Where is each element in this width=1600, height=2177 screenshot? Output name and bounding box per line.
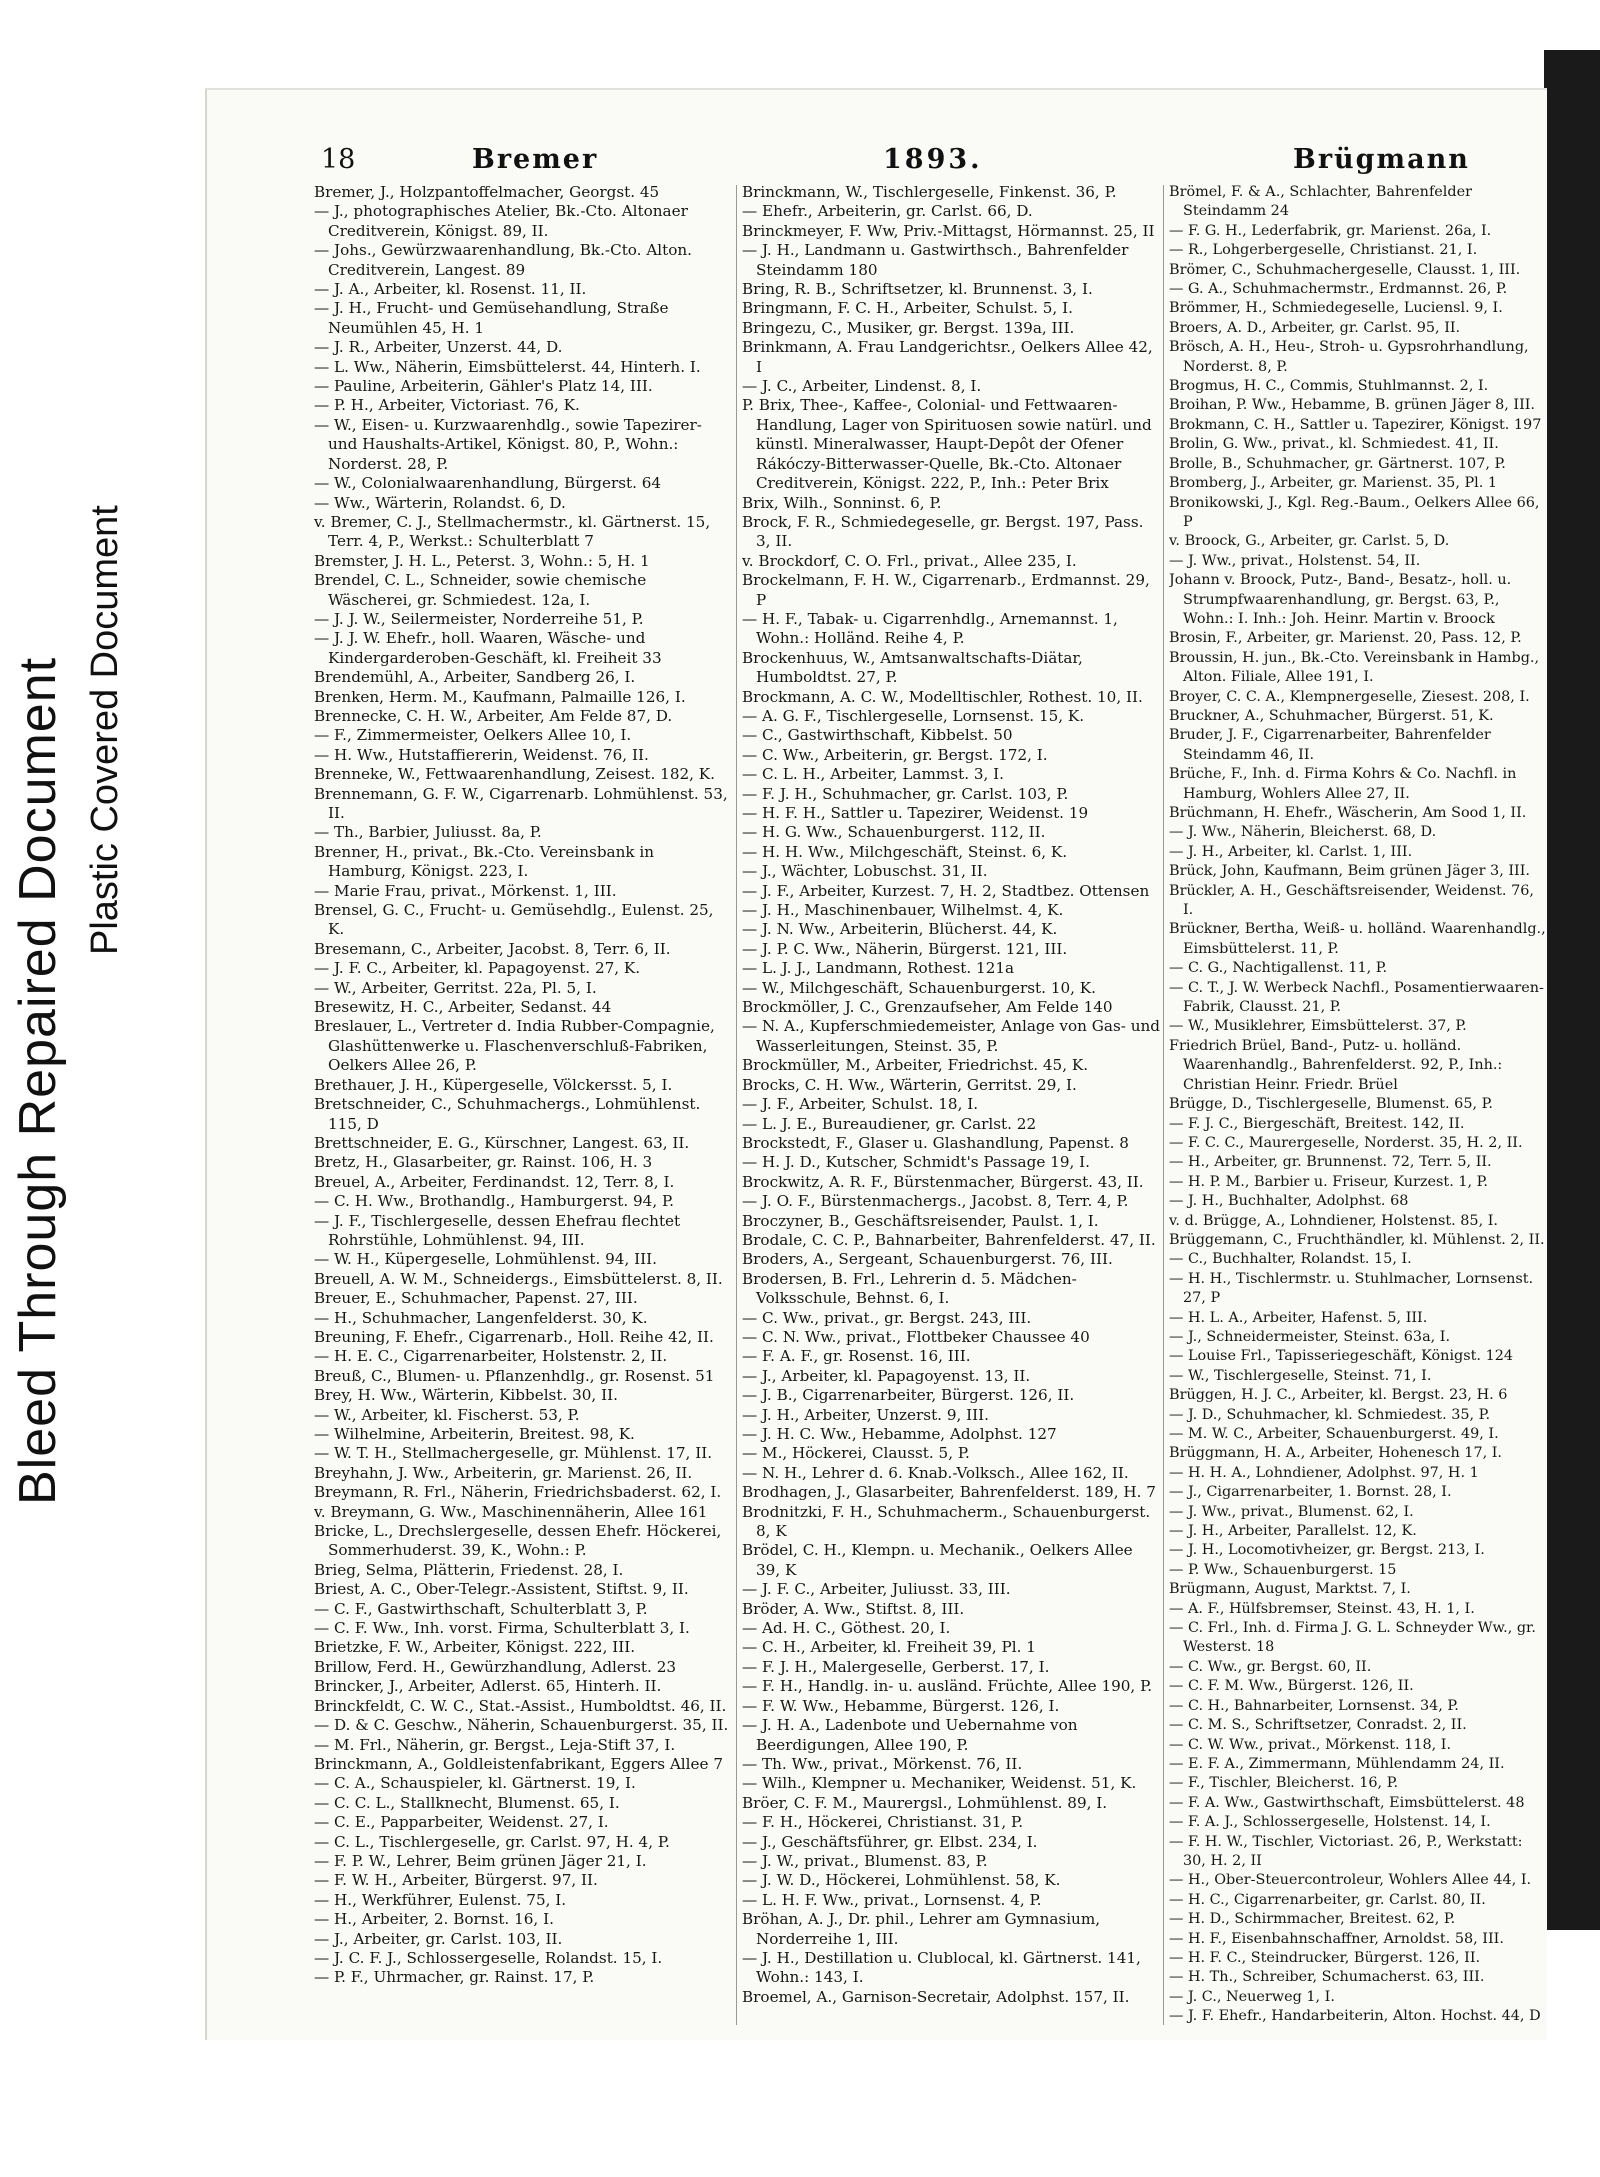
directory-entry: Brüggen, H. J. C., Arbeiter, kl. Bergst. 23, H. 6 bbox=[1169, 1387, 1508, 1404]
directory-entry: — H. J. D., Kutscher, Schmidt's Passage 19, I. bbox=[742, 1153, 1090, 1172]
directory-entry: — F. H., Höckerei, Christianst. 31, P. bbox=[742, 1813, 1024, 1832]
directory-entry: — J. F., Arbeiter, Kurzest. 7, H. 2, Stadtbez. Ottensen bbox=[742, 881, 1150, 900]
directory-entry: — J., photographisches Atelier, Bk.-Cto. Altonaer Creditverein, Königst. 89, II. bbox=[314, 202, 688, 240]
directory-entry: — C. F., Gastwirthschaft, Schulterblatt 3, P. bbox=[314, 1599, 648, 1618]
directory-entry: — H. H. A., Lohndiener, Adolphst. 97, H. 1 bbox=[1169, 1464, 1479, 1481]
document-condition-label: Bleed Through Repaired Document bbox=[9, 656, 67, 1505]
directory-entry: — J. Ww., Näherin, Bleicherst. 68, D. bbox=[1169, 824, 1437, 841]
directory-entry: — C. M. S., Schriftsetzer, Conradst. 2, II. bbox=[1169, 1717, 1467, 1734]
directory-entry: Brömel, F. & A., Schlachter, Bahrenfelder Steindamm 24 bbox=[1169, 184, 1473, 220]
directory-entry: — C. Ww., gr. Bergst. 60, II. bbox=[1169, 1658, 1372, 1675]
directory-entry: — H., Ober-Steuercontroleur, Wohlers Allee 44, I. bbox=[1169, 1872, 1532, 1889]
directory-entry: Brügge, D., Tischlergeselle, Blumenst. 65, P. bbox=[1169, 1096, 1493, 1113]
directory-entry: — C. Ww., privat., gr. Bergst. 243, III. bbox=[742, 1308, 1032, 1327]
directory-entry: Brüggmann, H. A., Arbeiter, Hohenesch 17, I. bbox=[1169, 1445, 1503, 1462]
directory-entry: Brüchmann, H. Ehefr., Wäscherin, Am Sood 1, II. bbox=[1169, 805, 1527, 821]
directory-entry: Brodersen, B. Frl., Lehrerin d. 5. Mädchen-Volksschule, Behnst. 6, I. bbox=[742, 1269, 1077, 1308]
directory-entry: Brendemühl, A., Arbeiter, Sandberg 26, I. bbox=[314, 668, 636, 687]
directory-entry: Broyer, C. C. A., Klempnergeselle, Ziesest. 208, I. bbox=[1169, 688, 1530, 705]
directory-entry: Brenner, H., privat., Bk.-Cto. Vereinsbank in Hamburg, Königst. 223, I. bbox=[314, 842, 655, 881]
directory-entry: Brolin, G. Ww., privat., kl. Schmiedest. 41, II. bbox=[1169, 436, 1499, 453]
directory-entry: — H., Arbeiter, gr. Brunnenst. 72, Terr. 5, II. bbox=[1169, 1154, 1492, 1171]
directory-entry: Brömer, C., Schuhmachergeselle, Clausst. 1, III. bbox=[1169, 261, 1521, 278]
directory-entry: Breuell, A. W. M., Schneidergs., Eimsbüttelerst. 8, II. bbox=[314, 1269, 723, 1288]
directory-entry: — D. & C. Geschw., Näherin, Schauenburgerst. 35, II. bbox=[314, 1716, 729, 1735]
directory-entry: Brügmann, August, Marktst. 7, I. bbox=[1169, 1581, 1411, 1598]
directory-entry: Broemel, A., Garnison-Secretair, Adolphst. 157, II. bbox=[742, 1987, 1130, 2006]
directory-entry: Breuer, E., Schuhmacher, Papenst. 27, III. bbox=[314, 1289, 638, 1308]
directory-entry: — P. H., Arbeiter, Victoriast. 76, K. bbox=[314, 396, 580, 415]
directory-entry: Briest, A. C., Ober-Telegr.-Assistent, Stiftst. 9, II. bbox=[314, 1580, 689, 1599]
directory-entry: — F. W. Ww., Hebamme, Bürgerst. 126, I. bbox=[742, 1696, 1060, 1715]
directory-entry: Bröhan, A. J., Dr. phil., Lehrer am Gymnasium, Norderreihe 1, III. bbox=[742, 1910, 1101, 1948]
directory-entry: — C. L. H., Arbeiter, Lammst. 3, I. bbox=[742, 765, 1004, 784]
directory-entry: Broussin, H. jun., Bk.-Cto. Vereinsbank in Hambg., Alton. Filiale, Allee 191, I. bbox=[1169, 649, 1540, 686]
directory-entry: — G. A., Schuhmachermstr., Erdmannst. 26, P. bbox=[1169, 281, 1508, 298]
directory-entry: — J. W. D., Höckerei, Lohmühlenst. 58, K. bbox=[742, 1871, 1061, 1890]
directory-entry: Brodhagen, J., Glasarbeiter, Bahrenfelderst. 189, H. 7 bbox=[742, 1483, 1156, 1502]
directory-entry: Bremer, J., Holzpantoffelmacher, Georgst. 45 bbox=[314, 183, 660, 201]
directory-entry: Brodale, C. C. P., Bahnarbeiter, Bahrenfelderst. 47, II. bbox=[742, 1230, 1156, 1249]
directory-entry: — F. J. C., Biergeschäft, Breitest. 142, II. bbox=[1169, 1115, 1465, 1132]
directory-entry: — J. F., Tischlergeselle, dessen Ehefrau flechtet Rohrstühle, Lohmühlenst. 94, III. bbox=[314, 1211, 681, 1249]
directory-entry: — M. W. C., Arbeiter, Schauenburgerst. 49, I. bbox=[1169, 1426, 1499, 1442]
directory-entry: Bromberg, J., Arbeiter, gr. Marienst. 35, Pl. 1 bbox=[1169, 475, 1498, 492]
directory-entry: — J. H., Destillation u. Clublocal, kl. Gärtnerst. 141, Wohn.: 143, I. bbox=[742, 1948, 1141, 1987]
directory-entry: Brinkmann, A. Frau Landgerichtsr., Oelkers Allee 42, I bbox=[742, 338, 1153, 376]
directory-entry: — W., Musiklehrer, Eimsbüttelerst. 37, P. bbox=[1169, 1018, 1467, 1035]
directory-entry: Breuß, C., Blumen- u. Pflanzenhdlg., gr. Rosenst. 51 bbox=[314, 1366, 715, 1385]
directory-entry: — Johs., Gewürzwaarenhandlung, Bk.-Cto. Alton. Creditverein, Langest. 89 bbox=[314, 241, 693, 279]
directory-entry: — C. W. Ww., privat., Mörkenst. 118, I. bbox=[1169, 1736, 1452, 1753]
directory-entry: — F. H., Handlg. in- u. ausländ. Früchte, Allee 190, P. bbox=[742, 1677, 1153, 1696]
directory-entry: — F. P. W., Lehrer, Beim grünen Jäger 21, I. bbox=[314, 1851, 647, 1870]
directory-entry: — H. E. C., Cigarrenarbeiter, Holstenstr. 2, II. bbox=[314, 1347, 668, 1366]
directory-entry: — J. H., Maschinenbauer, Wilhelmst. 4, K. bbox=[742, 901, 1064, 920]
directory-entry: — P. Ww., Schauenburgerst. 15 bbox=[1169, 1561, 1397, 1578]
directory-entry: — C. N. Ww., privat., Flottbeker Chaussee 40 bbox=[742, 1327, 1090, 1346]
directory-entry: — A. G. F., Tischlergeselle, Lornsenst. 15, K. bbox=[742, 706, 1085, 725]
directory-entry: Brogmus, H. C., Commis, Stuhlmannst. 2, I. bbox=[1169, 378, 1489, 395]
directory-entry: — F. G. H., Lederfabrik, gr. Marienst. 26a, I. bbox=[1169, 222, 1492, 239]
directory-entry: — J., Cigarrenarbeiter, 1. Bornst. 28, I. bbox=[1169, 1484, 1452, 1501]
directory-entry: — J. F. C., Arbeiter, kl. Papagoyenst. 27, K. bbox=[314, 959, 641, 978]
directory-entry: v. Brockdorf, C. O. Frl., privat., Allee 235, I. bbox=[742, 551, 1077, 570]
directory-entry: Brethauer, J. H., Küpergeselle, Völckersst. 5, I. bbox=[314, 1075, 673, 1094]
directory-entry: Brockenhuus, W., Amtsanwaltschafts-Diätar, Humboldtst. 27, P. bbox=[742, 648, 1083, 687]
directory-entry: — F., Tischler, Bleicherst. 16, P. bbox=[1169, 1775, 1399, 1792]
entry-column-1 bbox=[314, 183, 732, 2033]
directory-entry: — H. L. A., Arbeiter, Hafenst. 5, III. bbox=[1169, 1309, 1428, 1326]
directory-entry: — Wilh., Klempner u. Mechaniker, Weidenst. 51, K. bbox=[742, 1774, 1137, 1793]
directory-entry: Brokmann, C. H., Sattler u. Tapezirer, Königst. 197 bbox=[1169, 416, 1542, 433]
directory-entry: — H. D., Schirmmacher, Breitest. 62, P. bbox=[1169, 1911, 1456, 1928]
directory-page bbox=[205, 88, 1547, 2040]
directory-entry: — F. J. H., Malergeselle, Gerberst. 17, I. bbox=[742, 1657, 1050, 1676]
document-cover-label: Plastic Covered Document bbox=[84, 505, 126, 955]
directory-entry: P. Brix, Thee-, Kaffee-, Colonial- und Fettwaaren-Handlung, Lager von Spirituosen sowie natürl. und künstl. Mineralwasser, Haupt-Depôt der Ofener Rákóczy-Bitterwasser-Quelle, Bk.-Cto. Altonaer Creditverein, Königst. 222, P., Inh.: Peter Brix bbox=[742, 396, 1152, 493]
directory-entry: Brückner, Bertha, Weiß- u. holländ. Waarenhandlg., Eimsbüttelerst. 11, P. bbox=[1169, 921, 1546, 957]
directory-entry: — J. C., Neuerweg 1, I. bbox=[1169, 1988, 1335, 2005]
directory-entry: Brüggemann, C., Fruchthändler, kl. Mühlenst. 2, II. bbox=[1169, 1231, 1545, 1248]
directory-entry: Brockwitz, A. R. F., Bürstenmacher, Bürgerst. 43, II. bbox=[742, 1172, 1144, 1191]
scan-dark-edge bbox=[1544, 50, 1600, 1930]
directory-entry: — H., Schuhmacher, Langenfelderst. 30, K. bbox=[314, 1308, 648, 1327]
directory-entry: Brockmüller, M., Arbeiter, Friedrichst. 45, K. bbox=[742, 1056, 1089, 1075]
directory-entry: — W., Milchgeschäft, Schauenburgerst. 10, K. bbox=[742, 978, 1096, 997]
directory-entry: Friedrich Brüel, Band-, Putz- u. holländ. Waarenhandlg., Bahrenfelderst. 92, P., Inh.: Christian Heinr. Friedr. Brüel bbox=[1169, 1037, 1503, 1093]
directory-entry: — C. H. Ww., Brothandlg., Hamburgerst. 94, P. bbox=[314, 1192, 674, 1211]
directory-entry: — C., Buchhalter, Rolandst. 15, I. bbox=[1169, 1251, 1412, 1268]
directory-entry: Bremster, J. H. L., Peterst. 3, Wohn.: 5, H. 1 bbox=[314, 551, 650, 570]
directory-entry: — C., Gastwirthschaft, Kibbelst. 50 bbox=[742, 726, 1013, 745]
directory-entry: — J. F., Arbeiter, Schulst. 18, I. bbox=[742, 1095, 979, 1114]
directory-entry: Johann v. Broock, Putz-, Band-, Besatz-, holl. u. Strumpfwaarenhandlung, gr. Bergst. 63, P., Wohn.: I. Inh.: Joh. Heinr. Martin v. Broock bbox=[1169, 572, 1512, 627]
directory-entry: Brensel, G. C., Frucht- u. Gemüsehdlg., Eulenst. 25, K. bbox=[314, 901, 714, 939]
directory-entry: Broczyner, B., Geschäftsreisender, Paulst. 1, I. bbox=[742, 1211, 1099, 1230]
directory-entry: Brinckmeyer, F. Ww, Priv.-Mittagst, Hörmannst. 25, II bbox=[742, 221, 1155, 240]
directory-entry: Brolle, B., Schuhmacher, gr. Gärtnerst. 107, P. bbox=[1169, 455, 1506, 472]
directory-entry: — A. F., Hülfsbremser, Steinst. 43, H. 1, I. bbox=[1169, 1600, 1475, 1617]
directory-entry: Brinckmann, A., Goldleistenfabrikant, Eggers Allee 7 bbox=[314, 1754, 723, 1773]
left-running-headword: Bremer bbox=[472, 144, 599, 175]
annotation-sidebar bbox=[0, 0, 150, 2177]
directory-entry: — J. H., Locomotivheizer, gr. Bergst. 213, I. bbox=[1169, 1542, 1485, 1559]
directory-entry: Brösch, A. H., Heu-, Stroh- u. Gypsrohrhandlung, Norderst. 8, P. bbox=[1169, 339, 1529, 375]
directory-entry: — Th., Barbier, Juliusst. 8a, P. bbox=[314, 823, 542, 842]
directory-entry: — W., Colonialwaarenhandlung, Bürgerst. 64 bbox=[314, 474, 662, 493]
directory-entry: Brockmöller, J. C., Grenzaufseher, Am Felde 140 bbox=[742, 998, 1113, 1017]
directory-entry: — C. F. Ww., Inh. vorst. Firma, Schulterblatt 3, I. bbox=[314, 1619, 690, 1638]
directory-entry: — W. H., Küpergeselle, Lohmühlenst. 94, III. bbox=[314, 1250, 657, 1269]
page-header bbox=[207, 90, 1547, 190]
directory-entry: — H. C., Cigarrenarbeiter, gr. Carlst. 80, II. bbox=[1169, 1891, 1486, 1908]
directory-entry: Breslauer, L., Vertreter d. India Rubber-Compagnie, Glashüttenwerke u. Flaschenverschluß-Fabriken, Oelkers Allee 26, P. bbox=[314, 1017, 715, 1075]
directory-entry: — F. A. Ww., Gastwirthschaft, Eimsbüttelerst. 48 bbox=[1169, 1794, 1525, 1811]
directory-entry: — H. Ww., Hutstaffiererin, Weidenst. 76, II. bbox=[314, 745, 649, 764]
directory-entry: — H. Th., Schreiber, Schumacherst. 63, III. bbox=[1169, 1969, 1485, 1986]
directory-entry: — W., Arbeiter, kl. Fischerst. 53, P. bbox=[314, 1405, 580, 1424]
directory-entry: Broers, A. D., Arbeiter, gr. Carlst. 95, II. bbox=[1169, 319, 1461, 336]
directory-entry: Brix, Wilh., Sonninst. 6, P. bbox=[742, 493, 942, 512]
directory-entry: Brietzke, F. W., Arbeiter, Königst. 222, III. bbox=[314, 1638, 636, 1657]
directory-entry: Bricke, L., Drechslergeselle, dessen Ehefr. Höckerei, Sommerhuderst. 39, K., Wohn.: P. bbox=[314, 1522, 722, 1560]
directory-entry: — J. J. W., Seilermeister, Norderreihe 51, P. bbox=[314, 609, 644, 628]
directory-entry: Brennecke, C. H. W., Arbeiter, Am Felde 87, D. bbox=[314, 706, 673, 725]
directory-entry: Bröer, C. F. M., Maurergsl., Lohmühlenst. 89, I. bbox=[742, 1793, 1108, 1812]
directory-entry: — J. C., Arbeiter, Lindenst. 8, I. bbox=[742, 377, 982, 396]
directory-entry: Bretz, H., Glasarbeiter, gr. Rainst. 106, H. 3 bbox=[314, 1153, 653, 1172]
directory-entry: — H. F. H., Sattler u. Tapezirer, Weidenst. 19 bbox=[742, 804, 1089, 822]
directory-entry: Brock, F. R., Schmiedegeselle, gr. Bergst. 197, Pass. 3, II. bbox=[742, 512, 1144, 551]
directory-entry: — Ad. H. C., Göthest. 20, I. bbox=[742, 1619, 951, 1638]
directory-entry: Bruckner, A., Schuhmacher, Bürgerst. 51, K. bbox=[1169, 707, 1494, 724]
right-running-headword: Brügmann bbox=[1293, 144, 1470, 175]
directory-entry: — J. D., Schuhmacher, kl. Schmiedest. 35, P. bbox=[1169, 1406, 1491, 1423]
directory-entry: — J. H. A., Ladenbote und Uebernahme von Beerdigungen, Allee 190, P. bbox=[742, 1716, 1078, 1754]
directory-entry: Brinckfeldt, C. W. C., Stat.-Assist., Humboldtst. 46, II. bbox=[314, 1696, 727, 1715]
directory-entry: Bringezu, C., Musiker, gr. Bergst. 139a, III. bbox=[742, 318, 1075, 337]
directory-entry: — C. T., J. W. Werbeck Nachfl., Posamentierwaaren-Fabrik, Clausst. 21, P. bbox=[1169, 979, 1544, 1016]
directory-entry: — J. H., Arbeiter, Unzerst. 9, III. bbox=[742, 1405, 989, 1424]
directory-entry: — P. F., Uhrmacher, gr. Rainst. 17, P. bbox=[314, 1968, 595, 1987]
directory-entry: — C. C. L., Stallknecht, Blumenst. 65, I. bbox=[314, 1793, 620, 1812]
directory-entry: Brey, H. Ww., Wärterin, Kibbelst. 30, II. bbox=[314, 1386, 618, 1405]
directory-entry: Brettschneider, E. G., Kürschner, Langest. 63, II. bbox=[314, 1133, 690, 1152]
directory-entry: — M. Frl., Näherin, gr. Bergst., Leja-Stift 37, I. bbox=[314, 1735, 676, 1754]
directory-entry: Bretschneider, C., Schuhmachergs., Lohmühlenst. 115, D bbox=[314, 1095, 701, 1133]
directory-entry: — J., Geschäftsführer, gr. Elbst. 234, I. bbox=[742, 1832, 1038, 1851]
directory-entry: — F. A. J., Schlossergeselle, Holstenst. 14, I. bbox=[1169, 1814, 1491, 1831]
directory-entry: — N. A., Kupferschmiedemeister, Anlage von Gas- und Wasserleitungen, Steinst. 35, P. bbox=[742, 1017, 1160, 1055]
directory-entry: — J. R., Arbeiter, Unzerst. 44, D. bbox=[314, 338, 563, 357]
directory-entry: Bronikowski, J., Kgl. Reg.-Baum., Oelkers Allee 66, P bbox=[1169, 494, 1540, 530]
directory-entry: — J. N. Ww., Arbeiterin, Blücherst. 44, K. bbox=[742, 920, 1058, 939]
directory-entry: — F., Zimmermeister, Oelkers Allee 10, I. bbox=[314, 726, 632, 745]
directory-entry: — C. G., Nachtigallenst. 11, P. bbox=[1169, 960, 1388, 977]
directory-entry: Bresewitz, H. C., Arbeiter, Sedanst. 44 bbox=[314, 998, 612, 1017]
directory-entry: Brenken, Herm. M., Kaufmann, Palmaille 126, I. bbox=[314, 687, 686, 706]
directory-entry: Broihan, P. Ww., Hebamme, B. grünen Jäger 8, III. bbox=[1169, 397, 1536, 414]
directory-entry: — Wilhelmine, Arbeiterin, Breitest. 98, K. bbox=[314, 1425, 635, 1443]
directory-entry: — Ww., Wärterin, Rolandst. 6, D. bbox=[314, 493, 566, 512]
directory-entry: Breyhahn, J. Ww., Arbeiterin, gr. Marienst. 26, II. bbox=[314, 1463, 693, 1482]
directory-entry: — J., Wächter, Lobuschst. 31, II. bbox=[742, 862, 988, 881]
directory-entry: — W., Tischlergeselle, Steinst. 71, I. bbox=[1169, 1367, 1432, 1384]
directory-entry: — J. J. W. Ehefr., holl. Waaren, Wäsche- und Kindergarderoben-Geschäft, kl. Freiheit 33 bbox=[314, 629, 662, 667]
directory-entry: — J. H., Landmann u. Gastwirthsch., Bahrenfelder Steindamm 180 bbox=[742, 241, 1129, 279]
directory-entry: Breuning, F. Ehefr., Cigarrenarb., Holl. Reihe 42, II. bbox=[314, 1327, 714, 1346]
directory-entry: — J. Ww., privat., Blumenst. 62, I. bbox=[1169, 1503, 1414, 1520]
directory-entry: — C. Frl., Inh. d. Firma J. G. L. Schneyder Ww., gr. Westerst. 18 bbox=[1169, 1620, 1536, 1656]
directory-entry: Brennemann, G. F. W., Cigarrenarb. Lohmühlenst. 53, II. bbox=[314, 784, 728, 822]
directory-entry: — H., Arbeiter, 2. Bornst. 16, I. bbox=[314, 1910, 554, 1929]
directory-entry: — H. G. Ww., Schauenburgerst. 112, II. bbox=[742, 823, 1046, 842]
column-rule bbox=[736, 185, 737, 2025]
directory-entry: — J. B., Cigarrenarbeiter, Bürgerst. 126, II. bbox=[742, 1386, 1075, 1405]
directory-entry: — Th. Ww., privat., Mörkenst. 76, II. bbox=[742, 1754, 1023, 1773]
directory-entry: — J. H., Arbeiter, kl. Carlst. 1, III. bbox=[1169, 843, 1413, 860]
directory-entry: — F. A. F., gr. Rosenst. 16, III. bbox=[742, 1347, 971, 1366]
directory-entry: — H. P. M., Barbier u. Friseur, Kurzest. 1, P. bbox=[1169, 1173, 1488, 1190]
directory-entry: — L. J. J., Landmann, Rothest. 121a bbox=[742, 959, 1015, 978]
directory-entry: — W., Eisen- u. Kurzwaarenhdlg., sowie Tapezirer- und Haushalts-Artikel, Königst. 80, P., Wohn.: Norderst. 28, P. bbox=[314, 415, 702, 473]
directory-entry: — L. H. F. Ww., privat., Lornsenst. 4, P. bbox=[742, 1890, 1042, 1909]
directory-entry: — H. F., Eisenbahnschaffner, Arnoldst. 58, III. bbox=[1169, 1930, 1504, 1947]
directory-entry: — J., Arbeiter, kl. Papagoyenst. 13, II. bbox=[742, 1366, 1031, 1385]
directory-entry: Brockmann, A. C. W., Modelltischler, Rothest. 10, II. bbox=[742, 687, 1143, 706]
directory-entry: — J. F. C., Arbeiter, Juliusst. 33, III. bbox=[742, 1580, 1011, 1599]
directory-entry: Brillow, Ferd. H., Gewürzhandlung, Adlerst. 23 bbox=[314, 1657, 677, 1676]
entry-column-2 bbox=[742, 183, 1160, 2033]
directory-entry: — H. F., Tabak- u. Cigarrenhdlg., Arnemannst. 1, Wohn.: Holländ. Reihe 4, P. bbox=[742, 609, 1118, 648]
directory-entry: — W. T. H., Stellmachergeselle, gr. Mühlenst. 17, II. bbox=[314, 1444, 713, 1463]
directory-entry: Brockelmann, F. H. W., Cigarrenarb., Erdmannst. 29, P bbox=[742, 571, 1150, 609]
directory-entry: — J., Schneidermeister, Steinst. 63a, I. bbox=[1169, 1328, 1451, 1345]
directory-entry: — H., Werkführer, Eulenst. 75, I. bbox=[314, 1890, 567, 1909]
directory-entry: — F. J. H., Schuhmacher, gr. Carlst. 103, P. bbox=[742, 784, 1069, 803]
directory-entry: Brocks, C. H. Ww., Wärterin, Gerritst. 29, I. bbox=[742, 1075, 1077, 1094]
directory-entry: — H. H., Tischlermstr. u. Stuhlmacher, Lornsenst. 27, P bbox=[1169, 1270, 1534, 1307]
directory-entry: — F. C. C., Maurergeselle, Norderst. 35, H. 2, II. bbox=[1169, 1134, 1523, 1151]
directory-entry: — J. Ww., privat., Holstenst. 54, II. bbox=[1169, 552, 1421, 569]
directory-entry: Brosin, F., Arbeiter, gr. Marienst. 20, Pass. 12, P. bbox=[1169, 630, 1522, 647]
directory-entry: v. Broock, G., Arbeiter, gr. Carlst. 5, D. bbox=[1169, 533, 1450, 550]
directory-entry: — N. H., Lehrer d. 6. Knab.-Volksch., Allee 162, II. bbox=[742, 1463, 1129, 1482]
directory-entry: Bruder, J. F., Cigarrenarbeiter, Bahrenfelder Steindamm 46, II. bbox=[1169, 727, 1491, 763]
directory-entry: — F. H. W., Tischler, Victoriast. 26, P., Werkstatt: 30, H. 2, II bbox=[1169, 1833, 1523, 1869]
directory-entry: — R., Lohgerbergeselle, Christianst. 21, I. bbox=[1169, 242, 1478, 259]
directory-entry: — C. F. M. Ww., Bürgerst. 126, II. bbox=[1169, 1678, 1414, 1695]
directory-entry: — J. O. F., Bürstenmachergs., Jacobst. 8, Terr. 4, P. bbox=[742, 1192, 1129, 1211]
directory-entry: — Pauline, Arbeiterin, Gähler's Platz 14, III. bbox=[314, 377, 653, 396]
directory-entry: Bringmann, F. C. H., Arbeiter, Schulst. 5, I. bbox=[742, 299, 1073, 318]
directory-entry: Brincker, J., Arbeiter, Adlerst. 65, Hinterh. II. bbox=[314, 1677, 662, 1696]
column-rule bbox=[1163, 185, 1164, 2025]
directory-entry: — Ehefr., Arbeiterin, gr. Carlst. 66, D. bbox=[742, 202, 1033, 221]
directory-entry: Bring, R. B., Schriftsetzer, kl. Brunnenst. 3, I. bbox=[742, 280, 1093, 299]
directory-entry: Brüche, F., Inh. d. Firma Kohrs & Co. Nachfl. in Hamburg, Wohlers Allee 27, II. bbox=[1169, 766, 1517, 802]
directory-entry: Brenneke, W., Fettwaarenhandlung, Zeisest. 182, K. bbox=[314, 765, 715, 784]
directory-entry: — L. Ww., Näherin, Eimsbüttelerst. 44, Hinterh. I. bbox=[314, 357, 701, 376]
directory-entry: Breuel, A., Arbeiter, Ferdinandst. 12, Terr. 8, I. bbox=[314, 1172, 675, 1191]
directory-entry: Brückler, A. H., Geschäftsreisender, Weidenst. 76, I. bbox=[1169, 882, 1534, 919]
directory-entry: — L. J. E., Bureaudiener, gr. Carlst. 22 bbox=[742, 1114, 1037, 1133]
directory-entry: — J. C. F. J., Schlossergeselle, Rolandst. 15, I. bbox=[314, 1948, 663, 1967]
directory-entry: Brodnitzki, F. H., Schuhmacherm., Schauenburgerst. 8, K bbox=[742, 1502, 1151, 1541]
directory-entry: Brendel, C. L., Schneider, sowie chemische Wäscherei, gr. Schmiedest. 12a, I. bbox=[314, 571, 647, 609]
directory-entry: Brieg, Selma, Plätterin, Friedenst. 28, I. bbox=[314, 1560, 624, 1579]
directory-entry: — H. H. Ww., Milchgeschäft, Steinst. 6, K. bbox=[742, 842, 1068, 861]
directory-entry: Brömmer, H., Schmiedegeselle, Luciensl. 9, I. bbox=[1169, 300, 1503, 317]
directory-entry: — Marie Frau, privat., Mörkenst. 1, III. bbox=[314, 881, 617, 900]
directory-entry: — J. A., Arbeiter, kl. Rosenst. 11, II. bbox=[314, 280, 587, 299]
directory-entry: v. Breymann, G. Ww., Maschinennäherin, Allee 161 bbox=[314, 1502, 708, 1521]
directory-entry: — J. F. Ehefr., Handarbeiterin, Alton. Hochst. 44, D bbox=[1169, 2008, 1541, 2025]
directory-entry: — M., Höckerei, Clausst. 5, P. bbox=[742, 1444, 970, 1463]
directory-entry: — J. H., Arbeiter, Parallelst. 12, K. bbox=[1169, 1523, 1417, 1540]
directory-entry: — J. W., privat., Blumenst. 83, P. bbox=[742, 1851, 988, 1870]
directory-entry: — E. F. A., Zimmermann, Mühlendamm 24, II. bbox=[1169, 1755, 1505, 1772]
directory-entry: — J. P. C. Ww., Näherin, Bürgerst. 121, III. bbox=[742, 939, 1068, 958]
directory-entry: Bröder, A. Ww., Stiftst. 8, III. bbox=[742, 1599, 965, 1618]
directory-entry: Bresemann, C., Arbeiter, Jacobst. 8, Terr. 6, II. bbox=[314, 939, 671, 958]
directory-entry: — C. Ww., Arbeiterin, gr. Bergst. 172, I. bbox=[742, 745, 1048, 764]
directory-entry: — C. H., Arbeiter, kl. Freiheit 39, Pl. 1 bbox=[742, 1638, 1036, 1657]
page-number: 18 bbox=[321, 144, 356, 175]
directory-entry: — W., Arbeiter, Gerritst. 22a, Pl. 5, I. bbox=[314, 978, 597, 997]
page-year: 1893. bbox=[883, 144, 983, 175]
directory-entry: Brödel, C. H., Klempn. u. Mechanik., Oelkers Allee 39, K bbox=[742, 1541, 1133, 1579]
directory-entry: — J. H., Buchhalter, Adolphst. 68 bbox=[1169, 1193, 1409, 1210]
directory-entry: — Louise Frl., Tapisseriegeschäft, Königst. 124 bbox=[1169, 1348, 1514, 1365]
directory-entry: v. d. Brügge, A., Lohndiener, Holstenst. 85, I. bbox=[1169, 1212, 1498, 1229]
directory-entry: — C. L., Tischlergeselle, gr. Carlst. 97, H. 4, P. bbox=[314, 1832, 670, 1851]
directory-entry: — J. H., Frucht- und Gemüsehandlung, Straße Neumühlen 45, H. 1 bbox=[314, 299, 669, 337]
directory-entry: Breymann, R. Frl., Näherin, Friedrichsbaderst. 62, I. bbox=[314, 1483, 722, 1502]
directory-entry: — H. F. C., Steindrucker, Bürgerst. 126, II. bbox=[1169, 1949, 1481, 1966]
directory-entry: — C. A., Schauspieler, kl. Gärtnerst. 19, I. bbox=[314, 1774, 636, 1793]
directory-entry: — C. H., Bahnarbeiter, Lornsenst. 34, P. bbox=[1169, 1697, 1459, 1714]
directory-entry: Brück, John, Kaufmann, Beim grünen Jäger 3, III. bbox=[1169, 863, 1530, 880]
directory-entry: Brockstedt, F., Glaser u. Glashandlung, Papenst. 8 bbox=[742, 1133, 1129, 1152]
directory-entry: — J., Arbeiter, gr. Carlst. 103, II. bbox=[314, 1929, 563, 1948]
directory-entry: — J. H. C. Ww., Hebamme, Adolphst. 127 bbox=[742, 1425, 1057, 1443]
directory-entry: — C. E., Papparbeiter, Weidenst. 27, I. bbox=[314, 1813, 609, 1832]
directory-entry: Broders, A., Sergeant, Schauenburgerst. 76, III. bbox=[742, 1250, 1113, 1269]
directory-entry: v. Bremer, C. J., Stellmachermstr., kl. Gärtnerst. 15, Terr. 4, P., Werkst.: Schulterblatt 7 bbox=[314, 512, 711, 551]
directory-entry: — F. W. H., Arbeiter, Bürgerst. 97, II. bbox=[314, 1871, 598, 1890]
directory-entry: Brinckmann, W., Tischlergeselle, Finkenst. 36, P. bbox=[742, 183, 1117, 201]
entry-column-3 bbox=[1169, 183, 1547, 2033]
